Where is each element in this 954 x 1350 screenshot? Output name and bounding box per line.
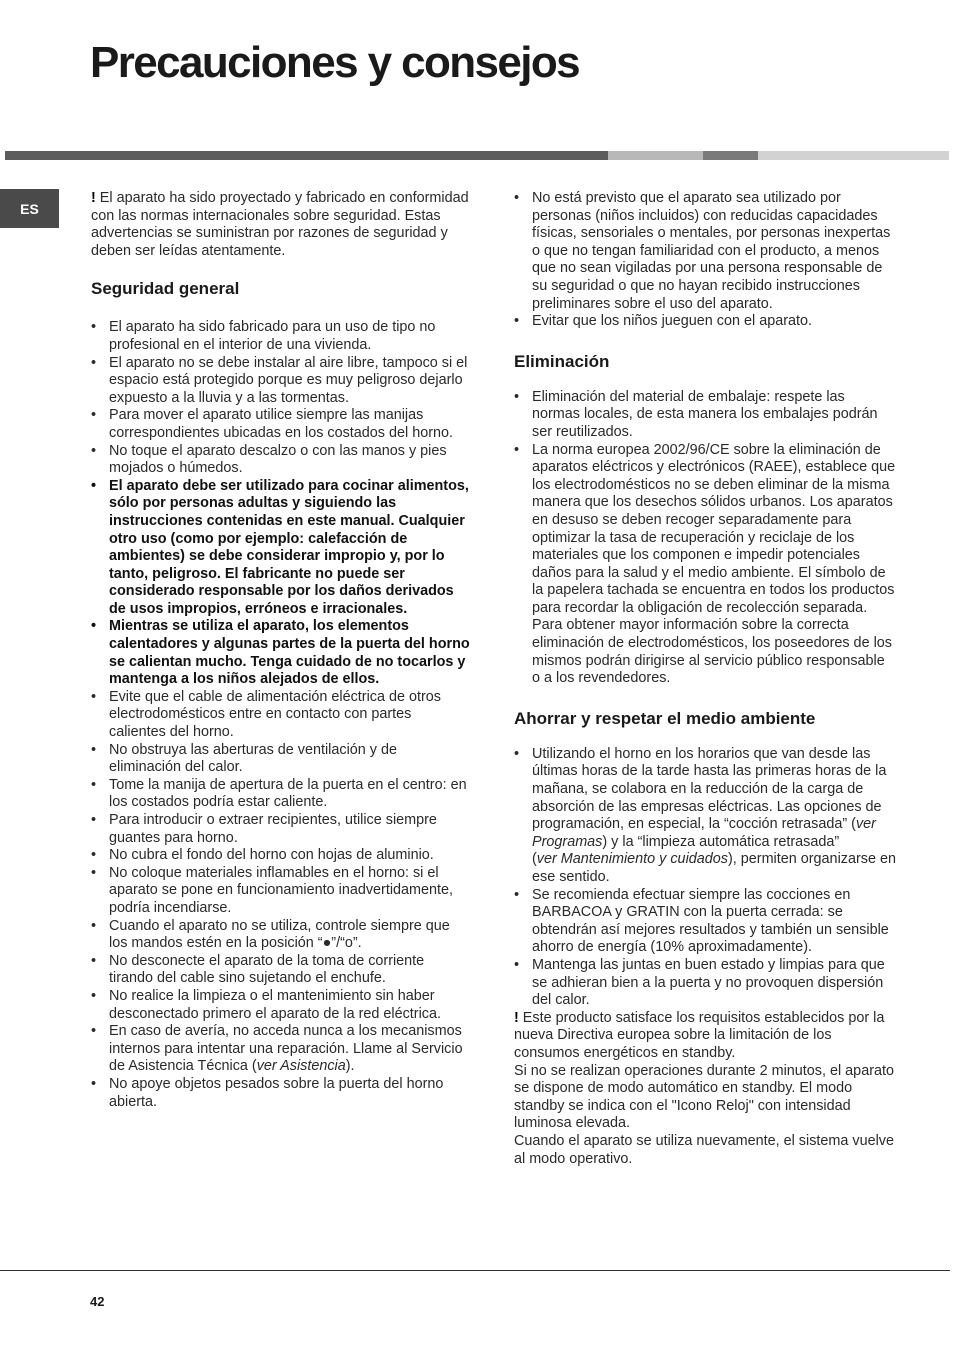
cross-reference: ver Asistencia <box>256 1058 346 1075</box>
header-color-bars <box>5 151 949 160</box>
seguridad-list <box>91 319 471 1111</box>
list-item: • El aparato ha sido fabricado para un uso de tipo no profesional en el interior de una vivienda. <box>91 319 471 354</box>
list-item: • Evitar que los niños jueguen con el aparato. <box>514 313 896 331</box>
heading-ahorrar: Ahorrar y respetar el medio ambiente <box>514 708 816 728</box>
list-item: • No toque el aparato descalzo o con las manos y pies mojados o húmedos. <box>91 443 471 478</box>
list-item: • No obstruya las aberturas de ventilación y de eliminación del calor. <box>91 742 471 777</box>
list-item <box>514 746 896 887</box>
list-item-text: La norma europea 2002/96/CE sobre la eliminación de aparatos eléctricos y electrónicos (RAEE), establece que los electrodomésticos no se deben eliminar de la misma manera que los desechos sólidos urbanos. Los aparatos en desuso se deben recoger separadamente para optimizar la tasa de recuperación y reciclaje de los materiales que los componen e impedir potenciales daños para la salud y el medio ambiente. El símbolo de la papelera tachada se encuentra en todos los productos para recordar la obligación de recolección separada. <box>532 441 896 616</box>
intro-text: El aparato ha sido proyectado y fabricado en conformidad con las normas internacionales sobre seguridad. Estas advertencias se suministran por razones de seguridad y deben ser leídas atentamente. <box>91 190 469 259</box>
list-item-bold: • El aparato debe ser utilizado para cocinar alimentos, sólo por personas adultas y siguiendo las instrucciones contenidas en este manual. Cualquier otro uso (como por ejemplo: calefacción de ambientes) se debe considerar impropio y, por lo tanto, peligroso. El fabricante no puede ser considerado responsable por los daños derivados de usos impropios, erróneos e irracionales. <box>91 478 471 619</box>
list-item: • No apoye objetos pesados sobre la puerta del horno abierta. <box>91 1076 471 1111</box>
right-column <box>514 190 896 1168</box>
cross-reference: ver Programas <box>532 816 876 850</box>
list-item: • Se recomienda efectuar siempre las cocciones en BARBACOA y GRATIN con la puerta cerrada: se obtendrán así mejores resultados y también un sensible ahorro de energía (10% aproximadamente). <box>514 887 896 957</box>
bar-mid <box>703 151 758 160</box>
list-item: • Para introducir o extraer recipientes, utilice siempre guantes para horno. <box>91 812 471 847</box>
list-item: • No desconecte el aparato de la toma de corriente tirando del cable sino sujetando el enchufe. <box>91 953 471 988</box>
list-item: • No coloque materiales inflamables en el horno: si el aparato se pone en funcionamiento inadvertidamente, podría incendiarse. <box>91 865 471 918</box>
left-column <box>91 190 471 1111</box>
cross-reference: ver Mantenimiento y cuidados <box>536 851 728 868</box>
page-title: Precauciones y consejos <box>90 38 580 87</box>
list-item-text: En caso de avería, no acceda nunca a los mecanismos internos para intentar una reparación. Llame al Servicio de Asistencia Técnica ( <box>109 1023 463 1075</box>
list-item-bold: • Mientras se utiliza el aparato, los elementos calentadores y algunas partes de la puerta del horno se calientan mucho. Tenga cuidado de no tocarlos y mantenga a los niños alejados de ellos. <box>91 618 471 688</box>
list-item: • El aparato no se debe instalar al aire libre, tampoco si el espacio está protegido porque es muy peligroso dejarlo expuesto a la lluvia y a las tormentas. <box>91 355 471 408</box>
list-item: • Cuando el aparato no se utiliza, controle siempre que los mandos estén en la posición “●”/“o”. <box>91 918 471 953</box>
standby-text: Cuando el aparato se utiliza nuevamente, el sistema vuelve al modo operativo. <box>514 1132 894 1167</box>
ahorrar-list <box>514 746 896 1010</box>
list-item-text: Para obtener mayor información sobre la correcta eliminación de electrodomésticos, los poseedores de los mismos podrán dirigirse al servicio público responsable o a los revendedores. <box>532 617 892 687</box>
list-item: • Eliminación del material de embalaje: respete las normas locales, de esta manera los embalajes podrán ser reutilizados. <box>514 389 896 442</box>
list-item: • No está previsto que el aparato sea utilizado por personas (niños incluidos) con reducidas capacidades físicas, sensoriales o mentales, por personas inexpertas o que no tengan familiaridad con el producto, a menos que no sean vigiladas por una persona responsable de su seguridad o que no hayan recibido instrucciones preliminares sobre el uso del aparato. <box>514 190 896 313</box>
list-item <box>514 442 896 688</box>
list-item: • Para mover el aparato utilice siempre las manijas correspondientes ubicadas en los costados del horno. <box>91 407 471 442</box>
intro-paragraph <box>91 190 471 260</box>
list-item-text: Utilizando el horno en los horarios que van desde las últimas horas de la tarde hasta las primeras horas de la mañana, se colabora en la reducción de la carga de absorción de las empresas eléctricas. Las opciones de programación, en especial, la “cocción retrasada” ( <box>532 745 887 833</box>
heading-eliminacion: Eliminación <box>514 351 610 371</box>
warning-mark: ! <box>91 190 96 206</box>
list-item-text: ), permiten organizarse en ese sentido. <box>532 851 896 885</box>
bar-light <box>608 151 703 160</box>
warning-mark: ! <box>514 1009 519 1026</box>
list-item: • Evite que el cable de alimentación eléctrica de otros electrodomésticos entre en contacto con partes calientes del horno. <box>91 689 471 742</box>
list-item: • No cubra el fondo del horno con hojas de aluminio. <box>91 847 471 865</box>
list-item-text: ). <box>345 1058 355 1075</box>
standby-paragraph <box>514 1010 896 1168</box>
list-item: • Mantenga las juntas en buen estado y limpias para que se adhieran bien a la puerta y no provoquen dispersión del calor. <box>514 957 896 1010</box>
bar-pale <box>758 151 949 160</box>
children-list <box>514 190 896 331</box>
list-item: • Tome la manija de apertura de la puerta en el centro: en los costados podría estar caliente. <box>91 777 471 812</box>
list-item-text: ( <box>532 851 537 868</box>
footer-rule <box>0 1270 950 1271</box>
eliminacion-list <box>514 389 896 688</box>
page-number: 42 <box>90 1294 105 1309</box>
list-item: • No realice la limpieza o el mantenimiento sin haber desconectado primero el aparato de la red eléctrica. <box>91 988 471 1023</box>
list-item-text: ) y la “limpieza automática retrasada” <box>602 833 840 850</box>
standby-text: Este producto satisface los requisitos establecidos por la nueva Directiva europea sobre la limitación de los consumos energéticos en standby. <box>514 1009 885 1061</box>
heading-seguridad-general: Seguridad general <box>91 279 240 299</box>
list-item <box>91 1023 471 1076</box>
standby-text: Si no se realizan operaciones durante 2 minutos, el aparato se dispone de modo automático en standby. El modo standby se indica con el "Icono Reloj" con intensidad luminosa elevada. <box>514 1062 894 1132</box>
bar-dark <box>5 151 608 160</box>
language-tab: ES <box>0 189 59 228</box>
